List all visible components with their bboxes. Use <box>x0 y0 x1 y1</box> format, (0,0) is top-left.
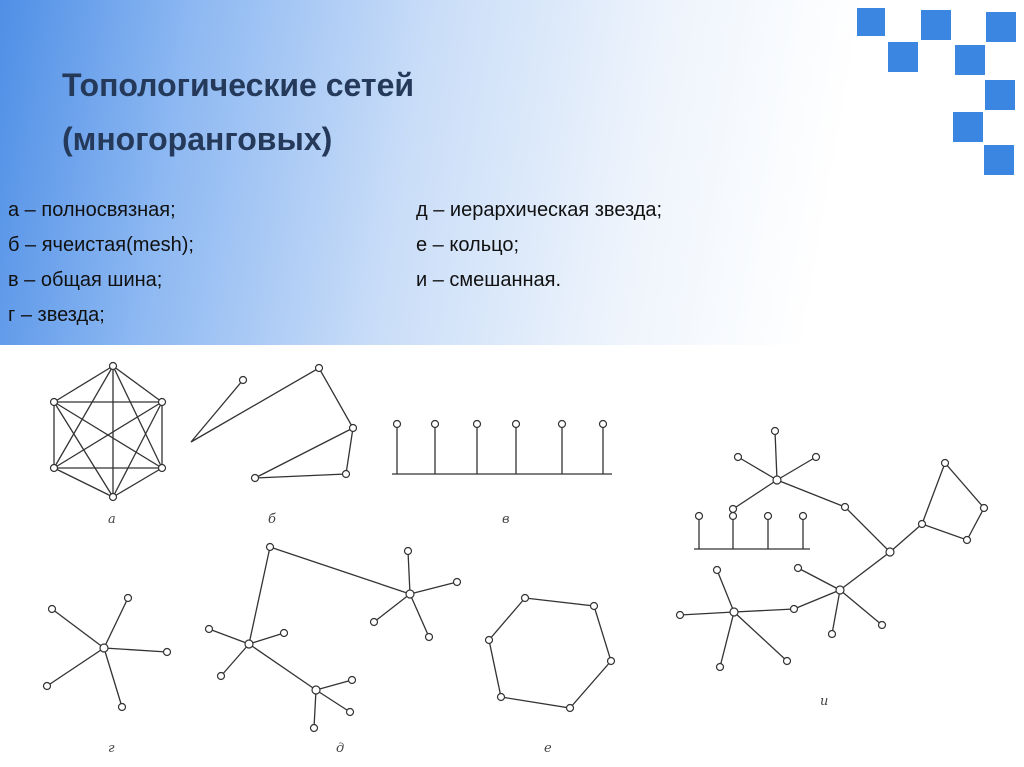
legend-item-g: г – звезда; <box>8 304 105 326</box>
full-mesh-topology <box>51 363 166 528</box>
legend-item-d: д – иерархическая звезда; <box>416 199 663 221</box>
label-a: а <box>108 512 116 527</box>
bus-topology <box>392 421 612 528</box>
label-d: д <box>336 741 345 756</box>
legend-item-b: б – ячеистая(mesh); <box>8 234 194 256</box>
legend-item-v: в – общая шина; <box>8 269 163 291</box>
label-i: и <box>820 694 829 709</box>
mesh-topology <box>191 365 357 528</box>
legend-item-a: а – полносвязная; <box>8 199 176 221</box>
legend-item-e: е – кольцо; <box>416 234 520 256</box>
star-topology <box>44 595 171 757</box>
legend-item-i: и – смешанная. <box>416 269 562 291</box>
slide-title: Топологические сетей (многоранговых) <box>62 67 415 157</box>
ring-topology <box>486 595 615 757</box>
hierarchical-star-topology <box>206 544 461 757</box>
label-v: в <box>502 512 510 527</box>
label-b: б <box>268 512 276 527</box>
mixed-topology <box>677 428 988 710</box>
label-e: е <box>544 741 552 756</box>
label-g: г <box>108 741 115 756</box>
